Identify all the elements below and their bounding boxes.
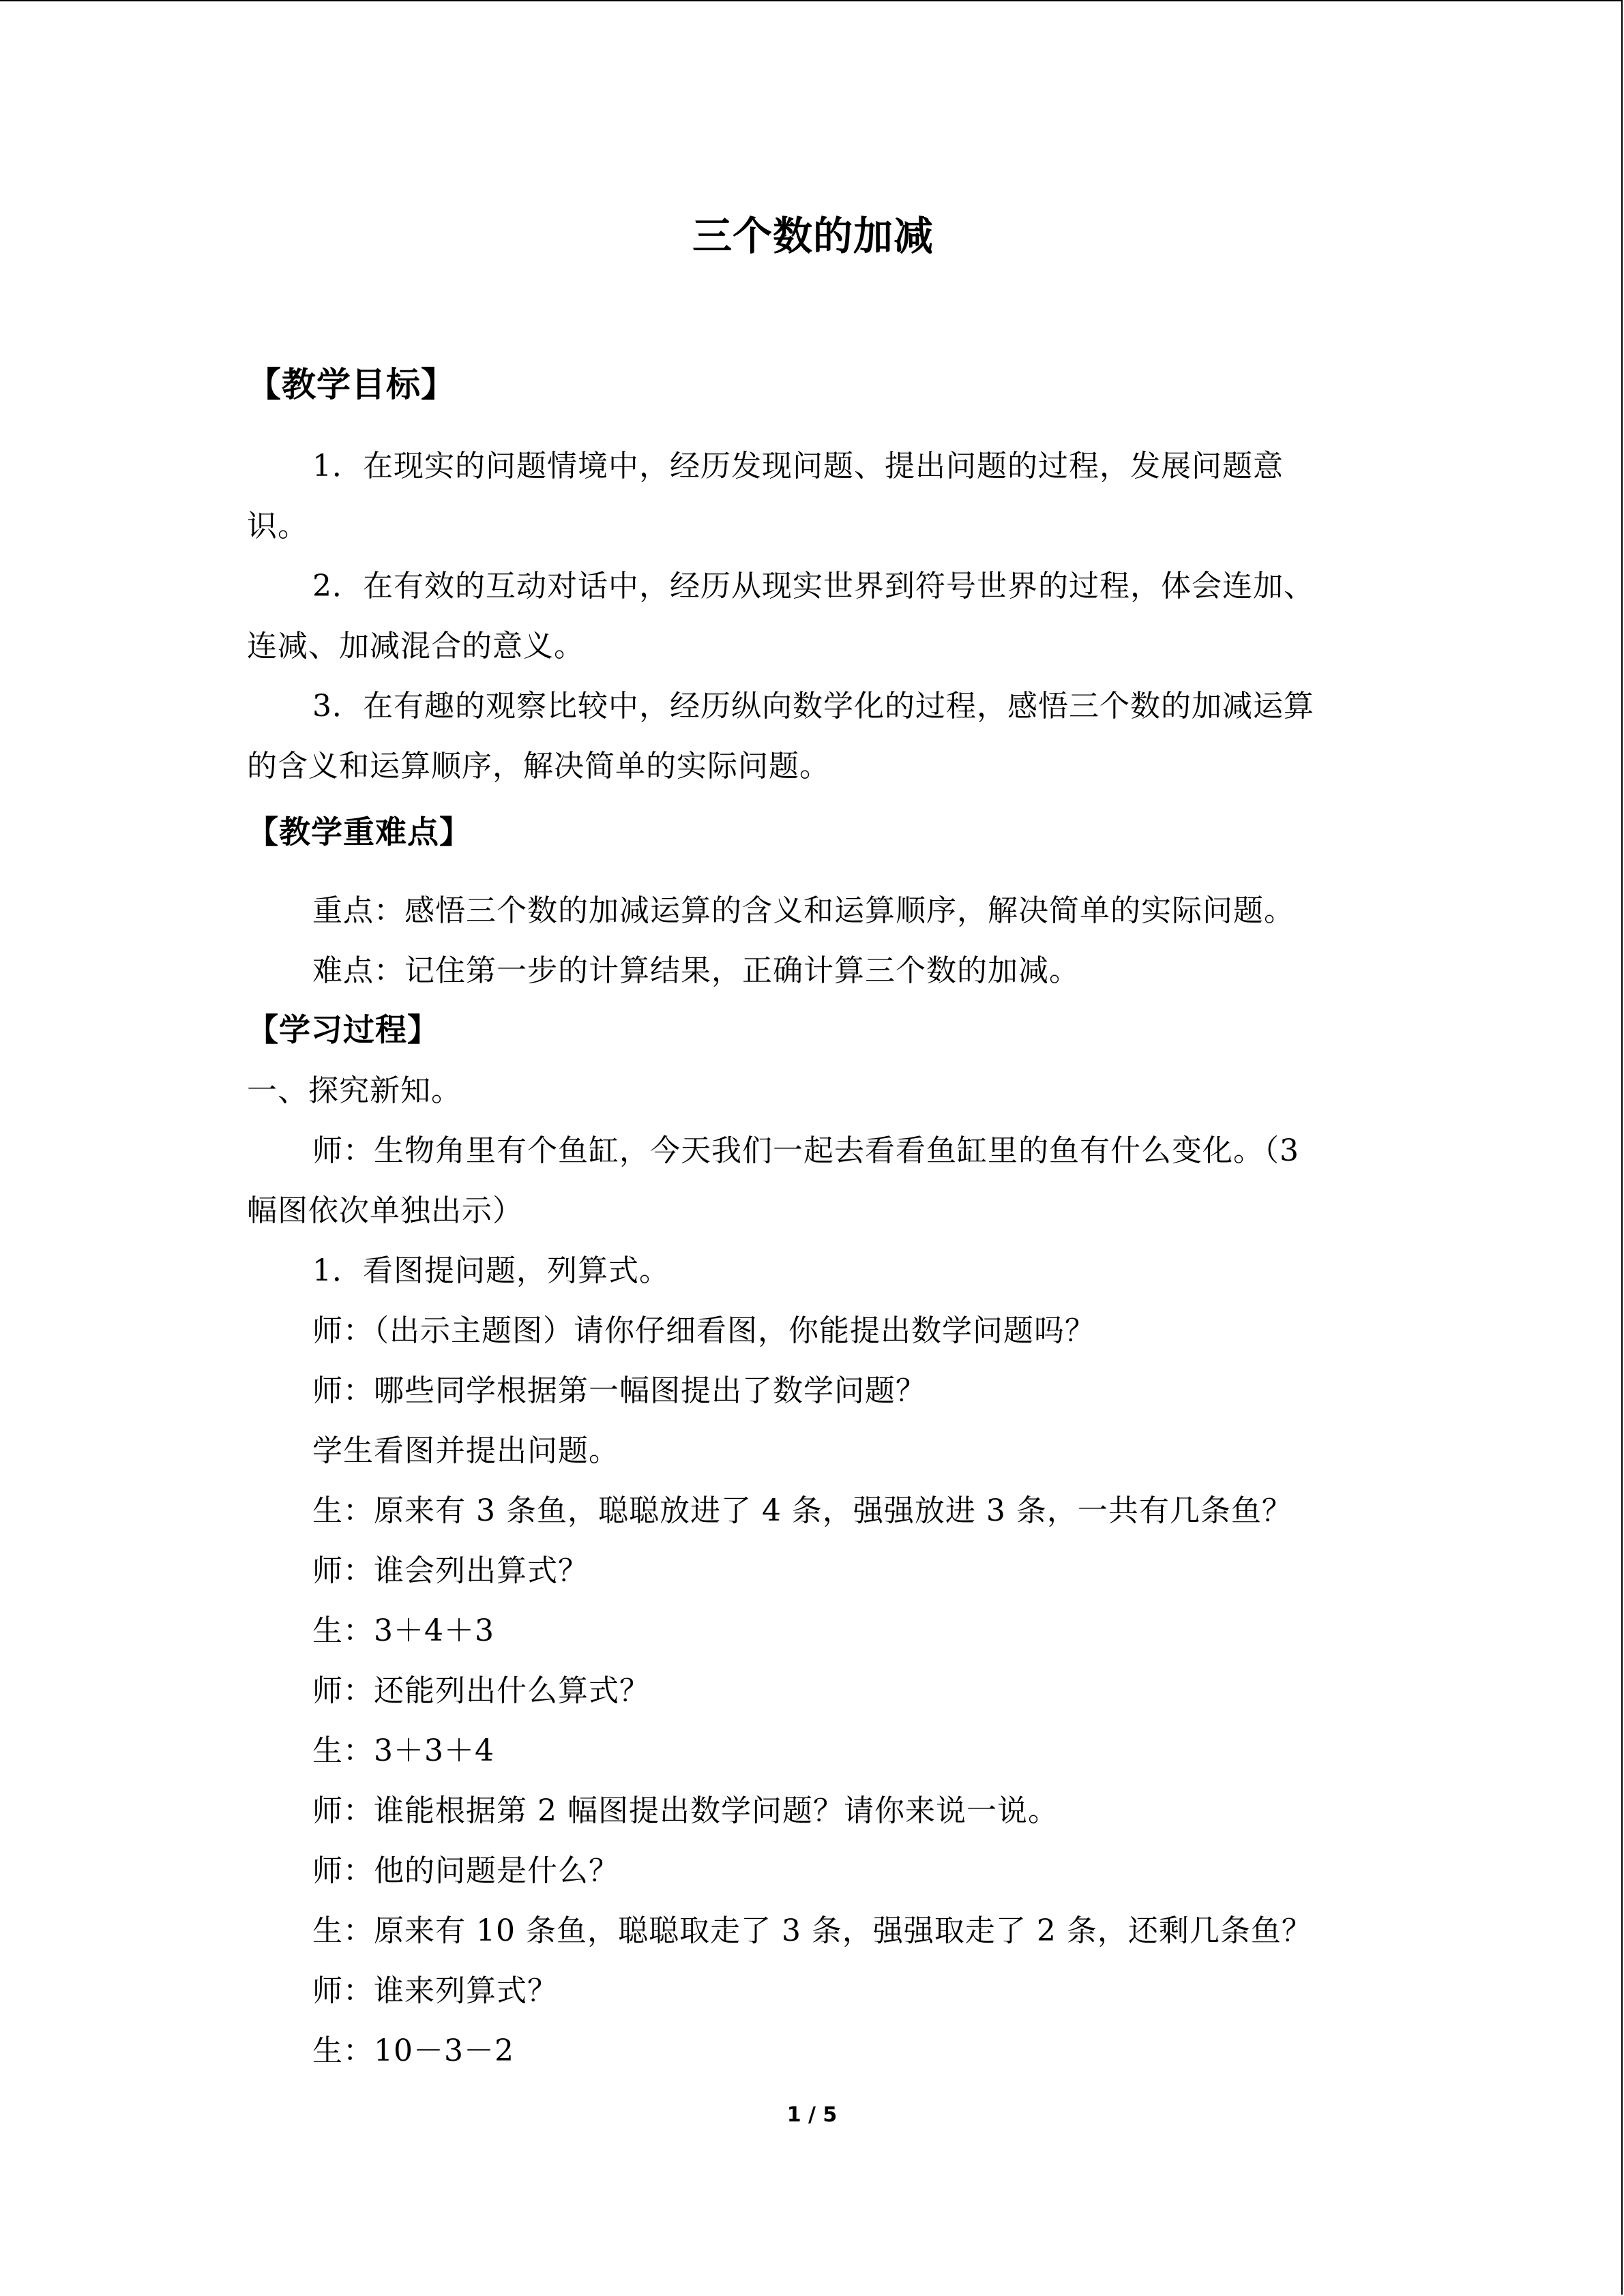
- heading-learning-process: 【学习过程】: [247, 1011, 439, 1048]
- page-number: 1 / 5: [786, 2103, 838, 2127]
- process-line: 师：哪些同学根据第一幅图提出了数学问题？: [312, 1373, 926, 1408]
- process-line: 生：10－3－2: [312, 2033, 514, 2068]
- process-line: 1．看图提问题，列算式。: [312, 1253, 670, 1288]
- keypoint-focus: 重点：感悟三个数的加减运算的含义和运算顺序，解决简单的实际问题。: [312, 893, 1295, 928]
- objective-1-line-2: 识。: [247, 509, 308, 543]
- process-line: 生：3＋4＋3: [312, 1613, 494, 1648]
- keypoint-difficulty: 难点：记住第一步的计算结果，正确计算三个数的加减。: [312, 953, 1080, 988]
- objective-2-line-2: 连减、加减混合的意义。: [247, 629, 585, 664]
- process-intro-line-1: 师：生物角里有个鱼缸，今天我们一起去看看鱼缸里的鱼有什么变化。（3: [312, 1133, 1299, 1168]
- process-intro-line-2: 幅图依次单独出示）: [247, 1193, 523, 1228]
- process-line: 生：原来有 10 条鱼，聪聪取走了 3 条，强强取走了 2 条，还剩几条鱼？: [312, 1913, 1312, 1948]
- objective-2-line-1: 2．在有效的互动对话中，经历从现实世界到符号世界的过程，体会连加、: [312, 569, 1314, 603]
- objective-1: [247, 436, 1379, 556]
- process-line: 师：他的问题是什么？: [312, 1853, 619, 1888]
- process-line: 学生看图并提出问题。: [312, 1433, 619, 1468]
- objective-2: [247, 556, 1379, 676]
- process-line: 生：3＋3＋4: [312, 1733, 494, 1768]
- objective-3-line-1: 3．在有趣的观察比较中，经历纵向数学化的过程，感悟三个数的加减运算: [312, 689, 1314, 724]
- process-line: 师：谁能根据第 2 幅图提出数学问题？请你来说一说。: [312, 1793, 1059, 1828]
- objective-1-line-1: 1．在现实的问题情境中，经历发现问题、提出问题的过程，发展问题意: [312, 449, 1284, 483]
- process-block: [247, 1061, 1379, 2081]
- keypoints-block: [247, 881, 1379, 1001]
- heading-key-difficult-points: 【教学重难点】: [247, 814, 471, 850]
- process-line: 师：谁会列出算式？: [312, 1553, 589, 1588]
- process-line: 师：（出示主题图）请你仔细看图，你能提出数学问题吗？: [312, 1313, 1095, 1348]
- process-line: 师：还能列出什么算式？: [312, 1673, 650, 1708]
- process-part-1-title: 一、探究新知。: [247, 1073, 462, 1108]
- objective-3-line-2: 的含义和运算顺序，解决简单的实际问题。: [247, 749, 830, 784]
- process-line: 师：谁来列算式？: [312, 1973, 558, 2008]
- process-line: 生：原来有 3 条鱼，聪聪放进了 4 条，强强放进 3 条，一共有几条鱼？: [312, 1493, 1293, 1528]
- objective-3: [247, 676, 1379, 796]
- heading-teaching-objectives: 【教学目标】: [247, 365, 456, 404]
- document-title: 三个数的加减: [692, 213, 934, 259]
